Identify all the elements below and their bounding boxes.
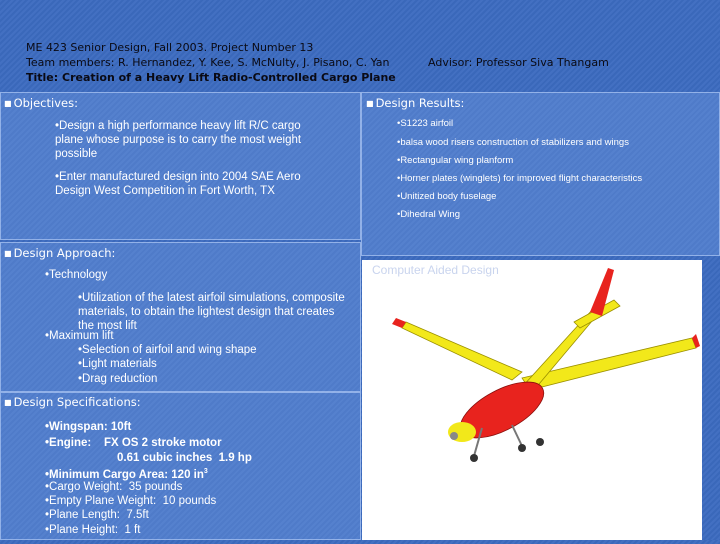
spec-engine: •Engine: FX OS 2 stroke motor	[45, 437, 222, 449]
objective-item: •Enter manufactured design into 2004 SAE Aero Design West Competition in Fort Worth, TX	[55, 171, 301, 197]
wheel	[536, 438, 544, 446]
spec-empty-weight: •Empty Plane Weight: 10 pounds	[45, 495, 217, 507]
airplane-illustration	[362, 260, 702, 540]
spec-cargo-area-sup: 3	[203, 468, 208, 475]
cad-image	[362, 260, 702, 540]
approach-heading-label: Design Approach:	[13, 246, 116, 260]
spec-height: •Plane Height: 1 ft	[45, 524, 141, 536]
wheel	[470, 454, 478, 462]
objectives-heading-label: Objectives:	[13, 96, 78, 110]
objectives-heading	[4, 96, 78, 110]
bullet-icon: ■	[4, 99, 12, 108]
wing-left	[402, 322, 522, 380]
cad-caption: Computer Aided Design	[372, 263, 499, 277]
approach-tech-detail: •Utilization of the latest airfoil simulations, composite materials, to obtain the lightest design that creates the most lift	[78, 292, 345, 332]
specs-heading-label: Design Specifications:	[13, 395, 141, 409]
result-item: •S1223 airfoil	[397, 118, 454, 129]
approach-heading	[4, 246, 115, 260]
approach-sub-item: •Light materials	[78, 358, 157, 370]
results-heading	[366, 96, 464, 110]
bullet-icon: ■	[4, 398, 12, 407]
propeller-hub	[450, 432, 458, 440]
spec-cargo-area-label: •Minimum Cargo Area: 120 in	[45, 468, 204, 481]
result-item: •Horner plates (winglets) for improved flight characteristics	[397, 173, 643, 184]
result-item: •balsa wood risers construction of stabilizers and wings	[397, 137, 629, 148]
spec-length: •Plane Length: 7.5ft	[45, 509, 149, 521]
page-title: Title: Creation of a Heavy Lift Radio-Controlled Cargo Plane	[26, 71, 396, 84]
spec-engine-detail: 0.61 cubic inches 1.9 hp	[117, 452, 252, 464]
specs-heading	[4, 395, 141, 409]
header-line1: ME 423 Senior Design, Fall 2003. Project Number 13	[26, 41, 314, 54]
result-item: •Dihedral Wing	[397, 209, 460, 220]
spec-wingspan: •Wingspan: 10ft	[45, 421, 132, 433]
objective-item: •Design a high performance heavy lift R/C cargo plane whose purpose is to carry the most weight possible	[55, 120, 302, 160]
landing-gear	[512, 425, 522, 446]
results-heading-label: Design Results:	[375, 96, 465, 110]
bullet-icon: ■	[366, 99, 374, 108]
bullet-icon: ■	[4, 249, 12, 258]
approach-technology: •Technology	[45, 269, 108, 281]
header-advisor: Advisor: Professor Siva Thangam	[428, 56, 609, 69]
header-team-members: Team members: R. Hernandez, Y. Kee, S. McNulty, J. Pisano, C. Yan	[26, 56, 390, 69]
result-item: •Unitized body fuselage	[397, 191, 497, 202]
approach-max-lift: •Maximum lift	[45, 330, 114, 342]
result-item: •Rectangular wing planform	[397, 155, 514, 166]
approach-sub-item: •Selection of airfoil and wing shape	[78, 344, 257, 356]
wheel	[518, 444, 526, 452]
objectives-panel	[0, 92, 361, 240]
approach-sub-item: •Drag reduction	[78, 373, 158, 385]
spec-cargo-weight: •Cargo Weight: 35 pounds	[45, 481, 183, 493]
